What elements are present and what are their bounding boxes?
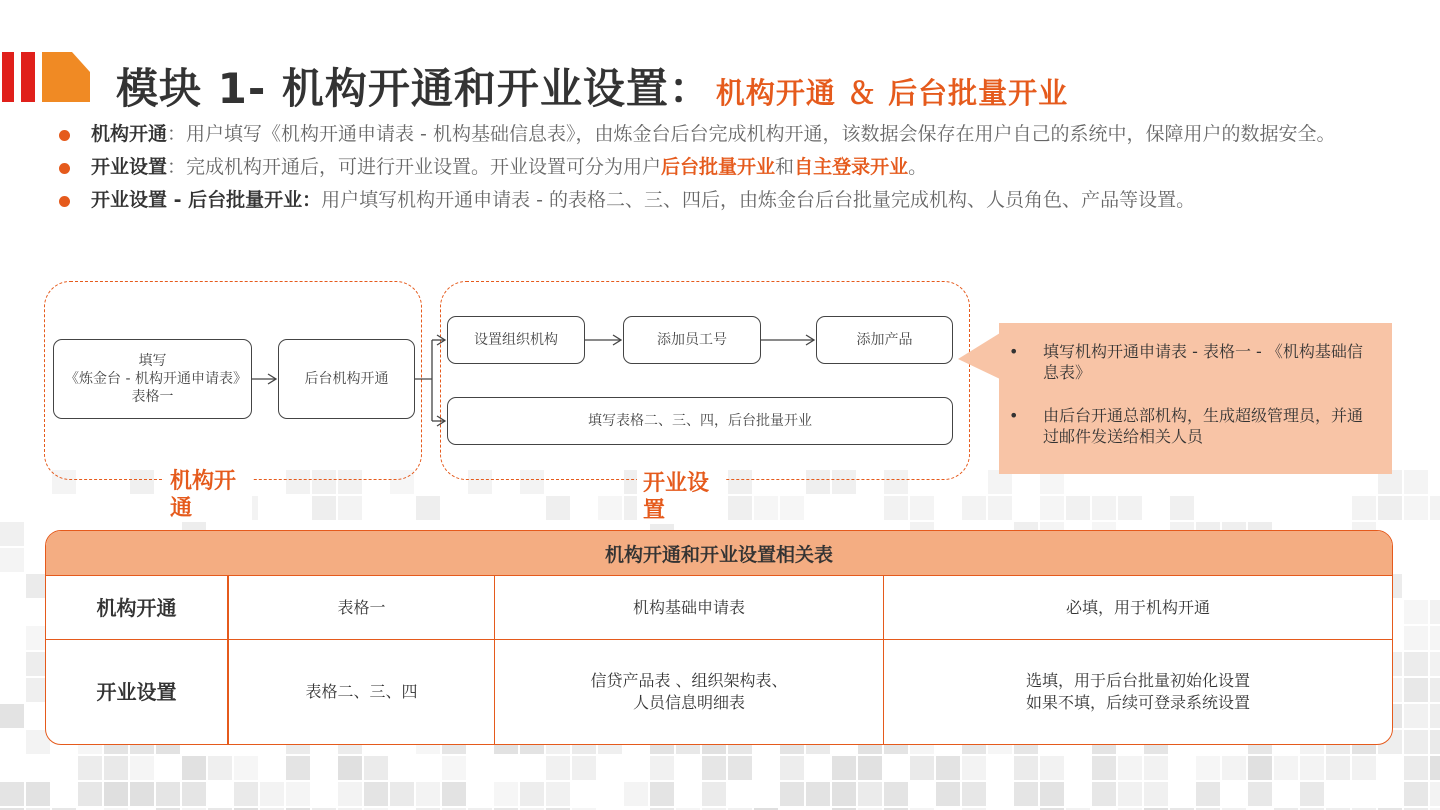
bullet-item-opening-setup [56,151,1386,184]
note-cell: 选填，用于后台批量初始化设置 如果不填，后续可登录系统设置 [1025,671,1250,712]
bullet-label: 开业设置 - 后台批量开业： [91,189,322,211]
callout-item: • 填写机构开通申请表 - 表格一 - 《机构基础信息表》 [1043,341,1378,383]
bullet-label: 机构开通 [91,123,168,145]
node-setup-org: 设置组织机构 [447,316,585,364]
row-name-cell: 开业设置 [46,639,229,745]
row-name-cell: 机构开通 [46,576,229,639]
callout-pointer [958,323,1000,393]
brand-logo-icon [0,52,92,102]
related-forms-table [45,530,1393,745]
bullet-dot-icon [59,196,70,207]
table-row [46,639,1392,745]
table-row [46,575,1392,640]
sheets-cell: 机构基础申请表 [495,576,884,639]
bullet-highlight: 自主登录开业 [794,156,909,178]
group-label-opening-setup: 开业设置 [637,470,725,524]
sheets-cell: 信贷产品表 、组织架构表、 人员信息明细表 [495,639,884,745]
form-cell: 表格二、三、四 [229,639,495,745]
form-cell: 表格一 [229,576,495,639]
title-main: 模块 1- 机构开通和开业设置： [116,64,712,113]
bullet-dot-icon [59,163,70,174]
node-batch-open: 填写表格二、三、四，后台批量开业 [447,397,953,445]
table-title: 机构开通和开业设置相关表 [46,531,1392,575]
node-fill-form: 填写 《炼金台 - 机构开通申请表》表格一 [53,339,252,419]
bullet-text: 用户填写机构开通申请表 - 的表格二、三、四后，由炼金台后台批量完成机构、人员角色、产品等设置。 [321,189,1196,211]
bullet-item-institution-open [56,118,1386,151]
bullet-text: ：用户填写《机构开通申请表 - 机构基础信息表》，由炼金台后台完成机构开通，该数据会保存在用户自己的系统中，保障用户的数据安全。 [167,123,1336,145]
group-opening-setup [440,281,970,480]
bullet-list [56,118,1386,217]
node-backend-open: 后台机构开通 [278,339,415,419]
bullet-text: 。 [908,156,928,178]
bullet-dot-icon [59,130,70,141]
bullet-text: 和 [775,156,795,178]
bullet-item-batch-open [56,184,1386,217]
bullet-label: 开业设置 [91,156,168,178]
slide-title [116,56,1068,116]
group-label-institution-open: 机构开通 [164,468,252,522]
bullet-highlight: 后台批量开业 [661,156,776,178]
note-cell: 必填，用于机构开通 [1065,597,1210,617]
callout-item: • 由后台开通总部机构，生成超级管理员，并通过邮件发送给相关人员 [1043,405,1378,447]
node-add-staff: 添加员工号 [623,316,761,364]
node-add-product: 添加产品 [816,316,953,364]
bullet-text: ：完成机构开通后，可进行开业设置。开业设置可分为用户 [167,156,662,178]
callout-box [999,323,1392,474]
title-subtitle: 机构开通 ＆ 后台批量开业 [715,76,1069,110]
